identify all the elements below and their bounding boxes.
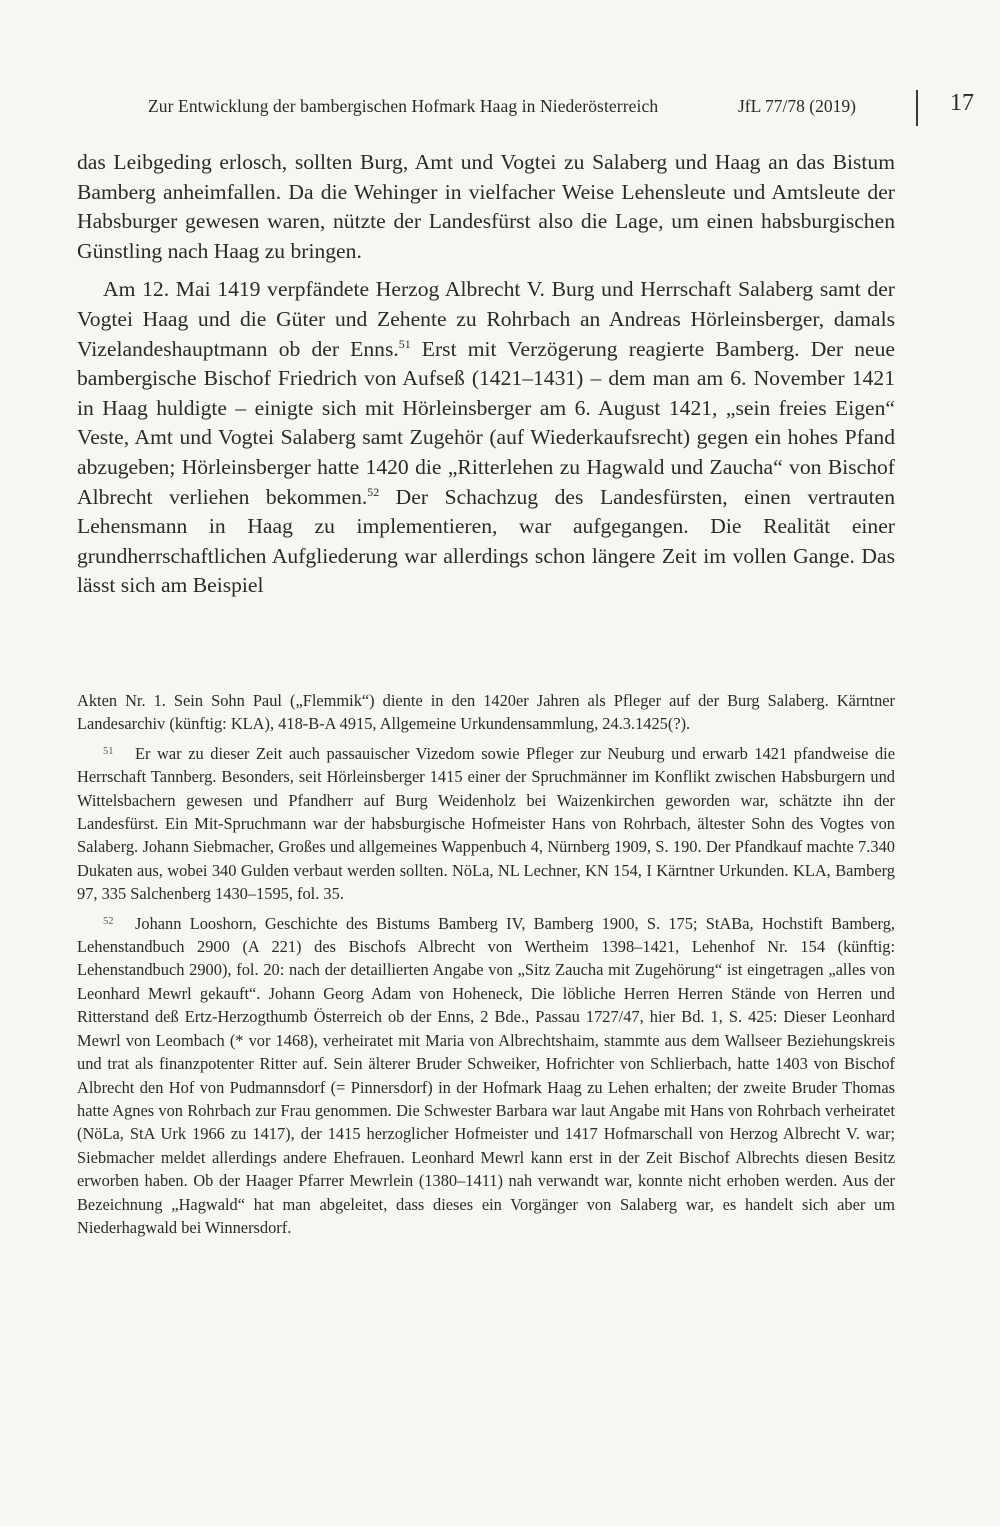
header-divider bbox=[916, 90, 918, 126]
footnote-ref-51[interactable]: 51 bbox=[398, 336, 411, 351]
footnote-52 bbox=[77, 910, 895, 1240]
footnote-text: Johann Looshorn, Geschichte des Bistums Bamberg IV, Bamberg 1900, S. 175; StABa, Hochstift Bamberg, Lehenstandbuch 2900 (A 221) des Bischofs Albrecht von Wertheim 1398–1421, Lehenhof Nr. 154 (künftig: Lehenstandbuch 2900), fol. 20: nach der detaillierten Angabe von „Sitz Zaucha mit Zugehörung“ ist eingetragen „alles von Leonhard Mewrl gekauft“. Johann Georg Adam von Hoheneck, Die löbliche Herren Herren Stände von Herren und Ritterstand deß Ertz-Herzogthumb Österreich ob der Enns, 2 Bde., Passau 1727/47, hier Bd. 1, S. 425: Dieser Leonhard Mewrl von Leombach (* vor 1468), verheiratet mit Maria von Albrechtshaim, stammte aus dem Wallseer Beziehungskreis und trat als finanzpotenter Ritter auf. Sein älterer Bruder Schweiker, Hofrichter von Schlierbach, hatte 1403 von Bischof Albrecht den Hof von Pudmannsdorf (= Pinnersdorf) in der Hofmark Haag zu Lehen erhalten; der zweite Bruder Thomas hatte Agnes von Rohrbach zur Frau genommen. Die Schwester Barbara war laut Angabe mit Hans von Rohrbach verheiratet (NöLa, StA Urk 1966 zu 1417), der 1415 herzoglicher Hofmeister und 1417 Hofmarschall von Herzog Albrecht V. war; Siebmacher meldet allerdings andere Ehefrauen. Leonhard Mewrl kann erst in der Zeit Bischof Albrechts diesen Besitz erworben haben. Ob der Haager Pfarrer Mewrlein (1380–1411) nah verwandt war, konnte nicht erhoben werden. Aus der Bezeichnung „Hagwald“ hat man abgeleitet, dass dieses ein Vorgänger von Salaberg war, es handelt sich aber um Niederhagwald bei Winnersdorf. bbox=[77, 913, 895, 1237]
footnotes bbox=[77, 689, 895, 1239]
footnote-number: 51 bbox=[103, 745, 114, 757]
journal-citation: JfL 77/78 (2019) bbox=[738, 96, 856, 116]
footnote-51 bbox=[77, 740, 895, 906]
paragraph-2-part-c: Der Schachzug des Landesfürsten, einen vertrauten Lehensmann in Haag zu implementieren, war aufgegangen. Die Realität einer grundherrschaftlichen Aufgliederung war allerdings schon längere Zeit im vollen Gange. Das lässt sich am Beispiel bbox=[77, 484, 895, 598]
footnote-continuation: Akten Nr. 1. Sein Sohn Paul („Flemmik“) diente in den 1420er Jahren als Pfleger auf der Burg Salaberg. Kärntner Landesarchiv (künftig: KLA), 418-B-A 4915, Allgemeine Urkundensammlung, 24.3.1425(?). bbox=[77, 691, 895, 734]
running-title: Zur Entwicklung der bambergischen Hofmark Haag in Niederösterreich bbox=[148, 96, 659, 116]
main-text bbox=[77, 148, 895, 601]
footnote-number: 52 bbox=[103, 915, 114, 927]
page-header bbox=[0, 88, 1000, 128]
paragraph-2-part-a: Am 12. Mai 1419 verpfändete Herzog Albrecht V. Burg und Herrschaft Salaberg samt der Vogtei Haag und die Güter und Zehente zu Rohrbach an Andreas Hörleinsberger, damals Vizelandeshauptmann ob der Enns. bbox=[77, 277, 895, 361]
footnote-text: Er war zu dieser Zeit auch passauischer Vizedom sowie Pfleger zur Neuburg und erwarb 1421 pfandweise die Herrschaft Tannberg. Besonders, seit Hörleinsberger 1415 einer der Spruchmänner im Konflikt zwischen Habsburgern und Wittelsbachern gewesen und Pfandherr auf Burg Weidenholz bei Waizenkirchen geworden war, schätzte ihn der Landesfürst. Ein Mit-Spruchmann war der habsburgische Hofmeister Hans von Rohrbach, ältester Sohn des Vogtes von Salaberg. Johann Siebmacher, Großes und allgemeines Wappenbuch 4, Nürnberg 1909, S. 190. Der Pfandkauf machte 7.340 Dukaten aus, wobei 340 Gulden verbaut werden sollten. NöLa, NL Lechner, KN 154, I Kärntner Urkunden. KLA, Bamberg 97, 335 Salchenberg 1430–1595, fol. 35. bbox=[77, 743, 895, 904]
page-number: 17 bbox=[950, 90, 974, 116]
footnote-ref-52[interactable]: 52 bbox=[367, 484, 380, 499]
paragraph-1: das Leibgeding erlosch, sollten Burg, Amt und Vogtei zu Salaberg und Haag an das Bistum Bamberg anheimfallen. Da die Wehinger in vielfacher Weise Lehensleute und Amtsleute der Habsburger gewesen waren, nützte der Landesfürst also die Lage, um einen habsburgischen Günstling nach Haag zu bringen. bbox=[77, 150, 895, 263]
paragraph-2 bbox=[77, 275, 895, 601]
paragraph-2-part-b: Erst mit Verzögerung reagierte Bamberg. Der neue bambergische Bischof Friedrich von Aufseß (1421–1431) – dem man am 6. November 1421 in Haag huldigte – einigte sich mit Hörleinsberger am 6. August 1421, „sein freies Eigen“ Veste, Amt und Vogtei Salaberg samt Zugehör (auf Wiederkaufsrecht) gegen ein hohes Pfand abzugeben; Hörleinsberger hatte 1420 die „Ritterlehen zu Hagwald und Zaucha“ von Bischof Albrecht verliehen bekommen. bbox=[77, 336, 896, 509]
